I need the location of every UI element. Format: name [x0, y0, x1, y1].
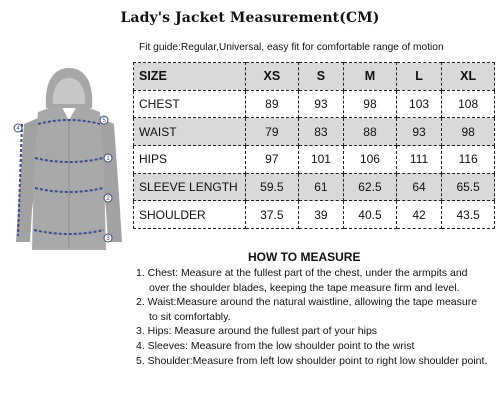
table-cell: 40.5 [344, 201, 397, 229]
table-cell: 108 [442, 90, 495, 118]
table-cell: 98 [344, 90, 397, 118]
table-cell: 93 [396, 118, 441, 146]
instruction-line: 3. Hips: Measure around the fullest part of your hips [136, 325, 378, 338]
table-cell: 59.5 [246, 173, 299, 201]
table-cell: 106 [344, 146, 397, 174]
table-row [134, 146, 495, 174]
table-cell: 79 [246, 118, 299, 146]
table-cell: 43.5 [442, 201, 495, 229]
instruction-line: 2. Waist:Measure around the natural waistline, allowing the tape measure [136, 296, 478, 309]
table-header-row [134, 63, 495, 91]
table-cell: 42 [396, 201, 441, 229]
table-cell: 103 [396, 90, 441, 118]
table-cell: 97 [246, 146, 299, 174]
row-label: SHOULDER [134, 201, 246, 229]
row-label: SLEEVE LENGTH [134, 173, 246, 201]
header-size: SIZE [134, 63, 246, 91]
header-m: M [344, 63, 397, 91]
table-row [134, 173, 495, 201]
marker-2-label: 2 [106, 196, 110, 202]
header-xl: XL [442, 63, 495, 91]
jacket-diagram [8, 60, 130, 260]
instruction-line: over the shoulder blades, keeping the tape measure firm and level. [149, 281, 460, 294]
fit-guide-text: Fit guide:Regular,Universal, easy fit for comfortable range of motion [139, 42, 444, 53]
table-cell: 83 [298, 118, 343, 146]
marker-1-label: 1 [106, 156, 110, 162]
header-s: S [298, 63, 343, 91]
table-row [134, 201, 495, 229]
table-cell: 88 [344, 118, 397, 146]
instruction-line: to sit comfortably. [149, 310, 231, 323]
marker-3-label: 3 [106, 236, 110, 242]
header-l: L [396, 63, 441, 91]
marker-5-label: 5 [102, 118, 106, 124]
table-cell: 37.5 [246, 201, 299, 229]
marker-4-label: 4 [16, 126, 20, 132]
header-xs: XS [246, 63, 299, 91]
row-label: HIPS [134, 146, 246, 174]
table-cell: 64 [396, 173, 441, 201]
row-label: CHEST [134, 90, 246, 118]
table-cell: 89 [246, 90, 299, 118]
table-cell: 101 [298, 146, 343, 174]
table-row [134, 90, 495, 118]
instruction-line: 5. Shoulder:Measure from left low shoulder point to right low shoulder point. [136, 354, 488, 367]
how-to-measure-heading: HOW TO MEASURE [248, 250, 361, 264]
instruction-line: 4. Sleeves: Measure from the low shoulder point to the wrist [136, 339, 415, 352]
instruction-line: 1. Chest: Measure at the fullest part of the chest, under the armpits and [136, 267, 468, 279]
page-title: Lady's Jacket Measurement(CM) [120, 10, 380, 26]
table-cell: 116 [442, 146, 495, 174]
table-cell: 61 [298, 173, 343, 201]
table-cell: 93 [298, 90, 343, 118]
table-cell: 62.5 [344, 173, 397, 201]
row-label: WAIST [134, 118, 246, 146]
measure-instructions [136, 266, 487, 368]
table-cell: 39 [298, 201, 343, 229]
size-table [133, 62, 495, 229]
table-row [134, 118, 495, 146]
table-cell: 65.5 [442, 173, 495, 201]
table-cell: 111 [396, 146, 441, 174]
table-cell: 98 [442, 118, 495, 146]
